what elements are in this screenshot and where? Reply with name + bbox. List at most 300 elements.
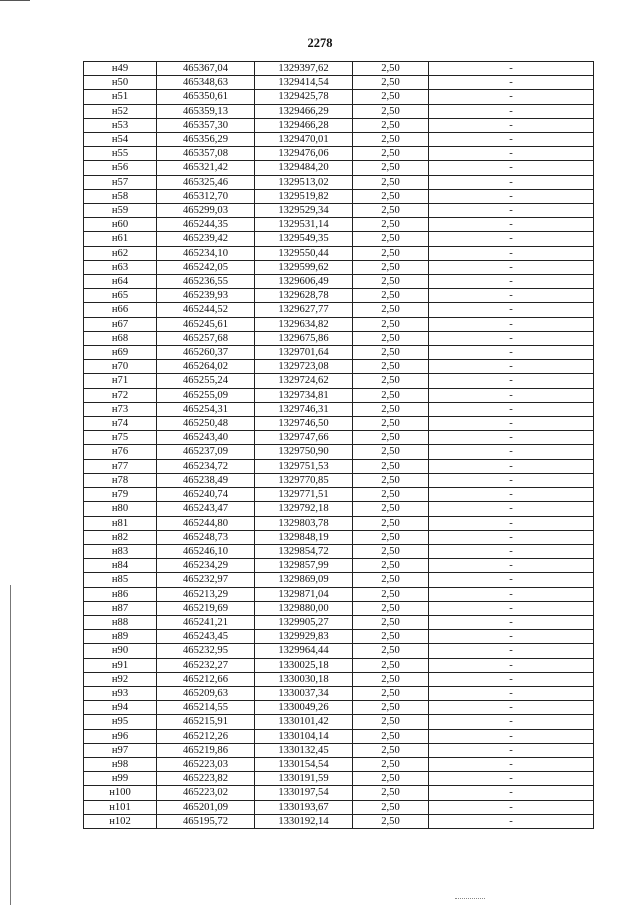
y-coordinate-cell: 1329606,49 [255,275,353,289]
description-cell: - [429,189,594,203]
accuracy-cell: 2,50 [353,360,429,374]
x-coordinate-cell: 465223,02 [157,786,255,800]
point-label-cell: н56 [84,161,157,175]
table-row [84,317,594,331]
point-label-cell: н67 [84,317,157,331]
x-coordinate-cell: 465215,91 [157,715,255,729]
table-row [84,90,594,104]
accuracy-cell: 2,50 [353,445,429,459]
accuracy-cell: 2,50 [353,388,429,402]
y-coordinate-cell: 1330037,34 [255,686,353,700]
table-row [84,232,594,246]
accuracy-cell: 2,50 [353,175,429,189]
description-cell: - [429,90,594,104]
accuracy-cell: 2,50 [353,672,429,686]
point-label-cell: н95 [84,715,157,729]
x-coordinate-cell: 465357,30 [157,118,255,132]
y-coordinate-cell: 1329771,51 [255,488,353,502]
y-coordinate-cell: 1329466,29 [255,104,353,118]
accuracy-cell: 2,50 [353,644,429,658]
x-coordinate-cell: 465212,26 [157,729,255,743]
accuracy-cell: 2,50 [353,76,429,90]
point-label-cell: н55 [84,147,157,161]
table-row [84,260,594,274]
table-row [84,275,594,289]
y-coordinate-cell: 1329599,62 [255,260,353,274]
table-row [84,147,594,161]
point-label-cell: н58 [84,189,157,203]
description-cell: - [429,303,594,317]
y-coordinate-cell: 1330197,54 [255,786,353,800]
y-coordinate-cell: 1329857,99 [255,559,353,573]
point-label-cell: н81 [84,516,157,530]
table-row [84,701,594,715]
accuracy-cell: 2,50 [353,104,429,118]
x-coordinate-cell: 465236,55 [157,275,255,289]
point-label-cell: н79 [84,488,157,502]
description-cell: - [429,289,594,303]
table-row [84,488,594,502]
y-coordinate-cell: 1330192,14 [255,814,353,828]
table-row [84,374,594,388]
y-coordinate-cell: 1329466,28 [255,118,353,132]
description-cell: - [429,587,594,601]
x-coordinate-cell: 465243,47 [157,502,255,516]
accuracy-cell: 2,50 [353,417,429,431]
description-cell: - [429,62,594,76]
description-cell: - [429,516,594,530]
accuracy-cell: 2,50 [353,303,429,317]
x-coordinate-cell: 465223,82 [157,772,255,786]
y-coordinate-cell: 1329750,90 [255,445,353,459]
table-row [84,445,594,459]
x-coordinate-cell: 465232,95 [157,644,255,658]
x-coordinate-cell: 465350,61 [157,90,255,104]
point-label-cell: н72 [84,388,157,402]
x-coordinate-cell: 465244,35 [157,218,255,232]
y-coordinate-cell: 1329484,20 [255,161,353,175]
point-label-cell: н49 [84,62,157,76]
table-row [84,757,594,771]
x-coordinate-cell: 465367,04 [157,62,255,76]
x-coordinate-cell: 465213,29 [157,587,255,601]
point-label-cell: н92 [84,672,157,686]
point-label-cell: н78 [84,473,157,487]
accuracy-cell: 2,50 [353,715,429,729]
accuracy-cell: 2,50 [353,402,429,416]
table-row [84,473,594,487]
x-coordinate-cell: 465250,48 [157,417,255,431]
point-label-cell: н63 [84,260,157,274]
accuracy-cell: 2,50 [353,260,429,274]
accuracy-cell: 2,50 [353,502,429,516]
description-cell: - [429,388,594,402]
y-coordinate-cell: 1329414,54 [255,76,353,90]
description-cell: - [429,715,594,729]
accuracy-cell: 2,50 [353,161,429,175]
y-coordinate-cell: 1330104,14 [255,729,353,743]
table-row [84,772,594,786]
point-label-cell: н52 [84,104,157,118]
accuracy-cell: 2,50 [353,559,429,573]
y-coordinate-cell: 1329634,82 [255,317,353,331]
description-cell: - [429,417,594,431]
y-coordinate-cell: 1329675,86 [255,331,353,345]
x-coordinate-cell: 465255,24 [157,374,255,388]
point-label-cell: н53 [84,118,157,132]
point-label-cell: н62 [84,246,157,260]
table-row [84,587,594,601]
description-cell: - [429,701,594,715]
x-coordinate-cell: 465356,29 [157,133,255,147]
x-coordinate-cell: 465234,29 [157,559,255,573]
y-coordinate-cell: 1330154,54 [255,757,353,771]
description-cell: - [429,686,594,700]
point-label-cell: н61 [84,232,157,246]
y-coordinate-cell: 1329803,78 [255,516,353,530]
point-label-cell: н70 [84,360,157,374]
y-coordinate-cell: 1330193,67 [255,800,353,814]
y-coordinate-cell: 1329470,01 [255,133,353,147]
table-row [84,175,594,189]
x-coordinate-cell: 465212,66 [157,672,255,686]
description-cell: - [429,360,594,374]
description-cell: - [429,573,594,587]
table-row [84,161,594,175]
point-label-cell: н80 [84,502,157,516]
table-row [84,346,594,360]
page-number: 2278 [307,36,333,50]
point-label-cell: н88 [84,615,157,629]
y-coordinate-cell: 1329746,50 [255,417,353,431]
x-coordinate-cell: 465243,40 [157,431,255,445]
table-row [84,615,594,629]
x-coordinate-cell: 465239,42 [157,232,255,246]
point-label-cell: н82 [84,530,157,544]
accuracy-cell: 2,50 [353,204,429,218]
y-coordinate-cell: 1329425,78 [255,90,353,104]
y-coordinate-cell: 1330191,59 [255,772,353,786]
x-coordinate-cell: 465255,09 [157,388,255,402]
description-cell: - [429,814,594,828]
y-coordinate-cell: 1329724,62 [255,374,353,388]
point-label-cell: н94 [84,701,157,715]
table-row [84,62,594,76]
x-coordinate-cell: 465244,80 [157,516,255,530]
table-row [84,204,594,218]
accuracy-cell: 2,50 [353,615,429,629]
x-coordinate-cell: 465240,74 [157,488,255,502]
x-coordinate-cell: 465359,13 [157,104,255,118]
accuracy-cell: 2,50 [353,275,429,289]
y-coordinate-cell: 1329476,06 [255,147,353,161]
accuracy-cell: 2,50 [353,701,429,715]
table-row [84,360,594,374]
x-coordinate-cell: 465312,70 [157,189,255,203]
point-label-cell: н84 [84,559,157,573]
point-label-cell: н74 [84,417,157,431]
description-cell: - [429,118,594,132]
table-row [84,303,594,317]
accuracy-cell: 2,50 [353,374,429,388]
point-label-cell: н50 [84,76,157,90]
y-coordinate-cell: 1329746,31 [255,402,353,416]
y-coordinate-cell: 1330030,18 [255,672,353,686]
y-coordinate-cell: 1330101,42 [255,715,353,729]
table-row [84,644,594,658]
accuracy-cell: 2,50 [353,331,429,345]
x-coordinate-cell: 465260,37 [157,346,255,360]
accuracy-cell: 2,50 [353,459,429,473]
table-row [84,417,594,431]
y-coordinate-cell: 1329929,83 [255,630,353,644]
description-cell: - [429,601,594,615]
table-row [84,104,594,118]
x-coordinate-cell: 465325,46 [157,175,255,189]
x-coordinate-cell: 465223,03 [157,757,255,771]
description-cell: - [429,800,594,814]
accuracy-cell: 2,50 [353,573,429,587]
table-row [84,559,594,573]
description-cell: - [429,133,594,147]
x-coordinate-cell: 465264,02 [157,360,255,374]
x-coordinate-cell: 465254,31 [157,402,255,416]
point-label-cell: н97 [84,743,157,757]
description-cell: - [429,175,594,189]
accuracy-cell: 2,50 [353,90,429,104]
description-cell: - [429,786,594,800]
x-coordinate-cell: 465219,69 [157,601,255,615]
y-coordinate-cell: 1329519,82 [255,189,353,203]
accuracy-cell: 2,50 [353,544,429,558]
y-coordinate-cell: 1330025,18 [255,658,353,672]
description-cell: - [429,445,594,459]
table-row [84,516,594,530]
table-row [84,686,594,700]
y-coordinate-cell: 1329529,34 [255,204,353,218]
accuracy-cell: 2,50 [353,658,429,672]
point-label-cell: н83 [84,544,157,558]
point-label-cell: н101 [84,800,157,814]
description-cell: - [429,346,594,360]
x-coordinate-cell: 465237,09 [157,445,255,459]
description-cell: - [429,374,594,388]
table-row [84,630,594,644]
point-label-cell: н93 [84,686,157,700]
point-label-cell: н77 [84,459,157,473]
description-cell: - [429,104,594,118]
description-cell: - [429,402,594,416]
description-cell: - [429,431,594,445]
accuracy-cell: 2,50 [353,743,429,757]
y-coordinate-cell: 1329723,08 [255,360,353,374]
y-coordinate-cell: 1330132,45 [255,743,353,757]
point-label-cell: н90 [84,644,157,658]
point-label-cell: н76 [84,445,157,459]
x-coordinate-cell: 465257,68 [157,331,255,345]
description-cell: - [429,630,594,644]
description-cell: - [429,615,594,629]
y-coordinate-cell: 1329905,27 [255,615,353,629]
description-cell: - [429,317,594,331]
y-coordinate-cell: 1329792,18 [255,502,353,516]
description-cell: - [429,488,594,502]
point-label-cell: н98 [84,757,157,771]
point-label-cell: н87 [84,601,157,615]
y-coordinate-cell: 1329871,04 [255,587,353,601]
x-coordinate-cell: 465219,86 [157,743,255,757]
x-coordinate-cell: 465239,93 [157,289,255,303]
y-coordinate-cell: 1329627,77 [255,303,353,317]
point-label-cell: н85 [84,573,157,587]
point-label-cell: н86 [84,587,157,601]
description-cell: - [429,559,594,573]
description-cell: - [429,246,594,260]
x-coordinate-cell: 465234,10 [157,246,255,260]
description-cell: - [429,644,594,658]
accuracy-cell: 2,50 [353,118,429,132]
accuracy-cell: 2,50 [353,772,429,786]
y-coordinate-cell: 1329964,44 [255,644,353,658]
scan-edge-mark-bottom [455,898,485,900]
point-label-cell: н89 [84,630,157,644]
accuracy-cell: 2,50 [353,530,429,544]
table-row [84,431,594,445]
accuracy-cell: 2,50 [353,488,429,502]
y-coordinate-cell: 1330049,26 [255,701,353,715]
description-cell: - [429,232,594,246]
table-row [84,800,594,814]
accuracy-cell: 2,50 [353,814,429,828]
table-row [84,573,594,587]
description-cell: - [429,544,594,558]
description-cell: - [429,772,594,786]
accuracy-cell: 2,50 [353,757,429,771]
x-coordinate-cell: 465246,10 [157,544,255,558]
x-coordinate-cell: 465348,63 [157,76,255,90]
table-row [84,814,594,828]
accuracy-cell: 2,50 [353,473,429,487]
accuracy-cell: 2,50 [353,289,429,303]
y-coordinate-cell: 1329397,62 [255,62,353,76]
x-coordinate-cell: 465209,63 [157,686,255,700]
table-row [84,218,594,232]
description-cell: - [429,658,594,672]
table-row [84,601,594,615]
table-row [84,786,594,800]
y-coordinate-cell: 1329549,35 [255,232,353,246]
description-cell: - [429,218,594,232]
y-coordinate-cell: 1329531,14 [255,218,353,232]
table-row [84,189,594,203]
table-row [84,289,594,303]
y-coordinate-cell: 1329770,85 [255,473,353,487]
y-coordinate-cell: 1329880,00 [255,601,353,615]
point-label-cell: н71 [84,374,157,388]
x-coordinate-cell: 465299,03 [157,204,255,218]
x-coordinate-cell: 465245,61 [157,317,255,331]
y-coordinate-cell: 1329751,53 [255,459,353,473]
description-cell: - [429,275,594,289]
point-label-cell: н68 [84,331,157,345]
x-coordinate-cell: 465234,72 [157,459,255,473]
description-cell: - [429,757,594,771]
x-coordinate-cell: 465248,73 [157,530,255,544]
description-cell: - [429,729,594,743]
x-coordinate-cell: 465232,27 [157,658,255,672]
accuracy-cell: 2,50 [353,232,429,246]
table-row [84,530,594,544]
point-label-cell: н75 [84,431,157,445]
x-coordinate-cell: 465244,52 [157,303,255,317]
accuracy-cell: 2,50 [353,133,429,147]
y-coordinate-cell: 1329628,78 [255,289,353,303]
table-row [84,459,594,473]
point-label-cell: н99 [84,772,157,786]
accuracy-cell: 2,50 [353,630,429,644]
y-coordinate-cell: 1329854,72 [255,544,353,558]
accuracy-cell: 2,50 [353,800,429,814]
point-label-cell: н60 [84,218,157,232]
y-coordinate-cell: 1329734,81 [255,388,353,402]
table-row [84,402,594,416]
point-label-cell: н66 [84,303,157,317]
table-row [84,715,594,729]
description-cell: - [429,204,594,218]
point-label-cell: н54 [84,133,157,147]
point-label-cell: н65 [84,289,157,303]
accuracy-cell: 2,50 [353,346,429,360]
point-label-cell: н64 [84,275,157,289]
table-row [84,672,594,686]
x-coordinate-cell: 465232,97 [157,573,255,587]
x-coordinate-cell: 465238,49 [157,473,255,487]
description-cell: - [429,530,594,544]
x-coordinate-cell: 465195,72 [157,814,255,828]
description-cell: - [429,502,594,516]
description-cell: - [429,147,594,161]
table-row [84,133,594,147]
table-row [84,502,594,516]
table-row [84,743,594,757]
table-row [84,729,594,743]
point-label-cell: н100 [84,786,157,800]
description-cell: - [429,672,594,686]
accuracy-cell: 2,50 [353,601,429,615]
point-label-cell: н57 [84,175,157,189]
coordinates-table-body [84,62,594,829]
table-row [84,246,594,260]
y-coordinate-cell: 1329701,64 [255,346,353,360]
table-row [84,544,594,558]
description-cell: - [429,473,594,487]
point-label-cell: н59 [84,204,157,218]
y-coordinate-cell: 1329869,09 [255,573,353,587]
point-label-cell: н102 [84,814,157,828]
accuracy-cell: 2,50 [353,786,429,800]
accuracy-cell: 2,50 [353,587,429,601]
scan-edge-mark-left [10,585,11,905]
description-cell: - [429,459,594,473]
description-cell: - [429,260,594,274]
accuracy-cell: 2,50 [353,147,429,161]
description-cell: - [429,76,594,90]
accuracy-cell: 2,50 [353,516,429,530]
table-row [84,331,594,345]
description-cell: - [429,331,594,345]
y-coordinate-cell: 1329550,44 [255,246,353,260]
x-coordinate-cell: 465321,42 [157,161,255,175]
